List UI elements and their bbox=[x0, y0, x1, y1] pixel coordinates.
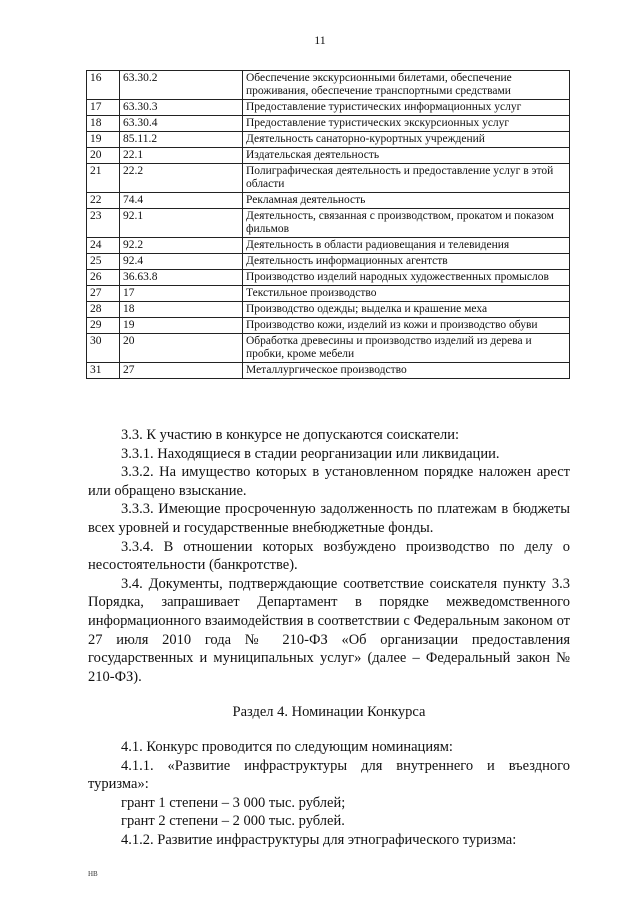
row-activity: Деятельность санаторно-курортных учреждений bbox=[243, 132, 570, 148]
row-activity: Рекламная деятельность bbox=[243, 193, 570, 209]
row-code: 22.2 bbox=[120, 164, 243, 193]
row-code: 17 bbox=[120, 286, 243, 302]
row-activity: Полиграфическая деятельность и предоставление услуг в этой области bbox=[243, 164, 570, 193]
row-activity: Обеспечение экскурсионными билетами, обеспечение проживания, обеспечение транспортными средствами bbox=[243, 71, 570, 100]
paragraph-4-1-2: 4.1.2. Развитие инфраструктуры для этнографического туризма: bbox=[121, 831, 517, 848]
row-code: 22.1 bbox=[120, 148, 243, 164]
section-heading: Раздел 4. Номинации Конкурса bbox=[232, 704, 426, 721]
row-number: 31 bbox=[87, 363, 120, 379]
activity-codes-table bbox=[86, 70, 570, 379]
table-row bbox=[87, 286, 570, 302]
row-number: 18 bbox=[87, 116, 120, 132]
paragraph-3-4: 3.4. Документы, подтверждающие соответствие соискателя пункту 3.3 Порядка, запрашивает Департамент в порядке межведомственного информационного взаимодействия в соответствии с Федеральным законом от 27 июля 2010 года № 210-ФЗ «Об организации предоставления государственных и муниципальных услуг» (далее – Федеральный закон № 210-ФЗ). bbox=[88, 575, 570, 685]
row-code: 18 bbox=[120, 302, 243, 318]
grant-2: грант 2 степени – 2 000 тыс. рублей. bbox=[121, 813, 345, 830]
row-code: 63.30.4 bbox=[120, 116, 243, 132]
table-row bbox=[87, 100, 570, 116]
row-code: 92.4 bbox=[120, 254, 243, 270]
table-row bbox=[87, 318, 570, 334]
row-code: 27 bbox=[120, 363, 243, 379]
row-number: 23 bbox=[87, 209, 120, 238]
row-number: 16 bbox=[87, 71, 120, 100]
paragraph-4-1: 4.1. Конкурс проводится по следующим номинациям: bbox=[121, 738, 453, 755]
row-activity: Издательская деятельность bbox=[243, 148, 570, 164]
row-code: 85.11.2 bbox=[120, 132, 243, 148]
paragraph-3-3-2: 3.3.2. На имущество которых в установленном порядке наложен арест или обращено взыскание. bbox=[88, 464, 570, 499]
row-number: 28 bbox=[87, 302, 120, 318]
table-row bbox=[87, 116, 570, 132]
row-activity: Обработка древесины и производство изделий из дерева и пробки, кроме мебели bbox=[243, 334, 570, 363]
row-number: 27 bbox=[87, 286, 120, 302]
row-code: 20 bbox=[120, 334, 243, 363]
row-activity: Производство изделий народных художественных промыслов bbox=[243, 270, 570, 286]
table-row bbox=[87, 334, 570, 363]
table-row bbox=[87, 164, 570, 193]
row-number: 29 bbox=[87, 318, 120, 334]
table-body bbox=[87, 71, 570, 379]
table-row bbox=[87, 71, 570, 100]
row-code: 63.30.3 bbox=[120, 100, 243, 116]
row-number: 19 bbox=[87, 132, 120, 148]
row-code: 19 bbox=[120, 318, 243, 334]
row-code: 74.4 bbox=[120, 193, 243, 209]
grant-1: грант 1 степени – 3 000 тыс. рублей; bbox=[121, 794, 346, 811]
row-number: 21 bbox=[87, 164, 120, 193]
paragraph-3-3-1: 3.3.1. Находящиеся в стадии реорганизации или ликвидации. bbox=[121, 445, 500, 462]
table-row bbox=[87, 193, 570, 209]
row-activity: Производство одежды; выделка и крашение меха bbox=[243, 302, 570, 318]
table-row bbox=[87, 238, 570, 254]
paragraph-4-1-1: 4.1.1. «Развитие инфраструктуры для внутреннего и въездного туризма»: bbox=[88, 757, 570, 793]
paragraph-3-3-4: 3.3.4. В отношении которых возбуждено производство по делу о несостоятельности (банкротстве). bbox=[88, 538, 570, 574]
row-code: 92.2 bbox=[120, 238, 243, 254]
page-number: 11 bbox=[314, 33, 326, 47]
row-number: 20 bbox=[87, 148, 120, 164]
table-row bbox=[87, 270, 570, 286]
row-code: 36.63.8 bbox=[120, 270, 243, 286]
row-number: 26 bbox=[87, 270, 120, 286]
body-text bbox=[88, 426, 570, 849]
table-row bbox=[87, 363, 570, 379]
table-row bbox=[87, 148, 570, 164]
paragraph-3-3: 3.3. К участию в конкурсе не допускаются соискатели: bbox=[121, 427, 460, 443]
table-row bbox=[87, 302, 570, 318]
row-code: 63.30.2 bbox=[120, 71, 243, 100]
paragraph-3-3-3: 3.3.3. Имеющие просроченную задолженность по платежам в бюджеты всех уровней и государственные внебюджетные фонды. bbox=[88, 501, 570, 536]
table-row bbox=[87, 132, 570, 148]
row-number: 17 bbox=[87, 100, 120, 116]
row-number: 25 bbox=[87, 254, 120, 270]
row-activity: Производство кожи, изделий из кожи и производство обуви bbox=[243, 318, 570, 334]
row-activity: Деятельность информационных агентств bbox=[243, 254, 570, 270]
row-number: 30 bbox=[87, 334, 120, 363]
row-activity: Предоставление туристических экскурсионных услуг bbox=[243, 116, 570, 132]
row-activity: Деятельность, связанная с производством, прокатом и показом фильмов bbox=[243, 209, 570, 238]
table-row bbox=[87, 254, 570, 270]
row-number: 24 bbox=[87, 238, 120, 254]
footer-mark: HB bbox=[88, 870, 98, 878]
row-number: 22 bbox=[87, 193, 120, 209]
row-activity: Текстильное производство bbox=[243, 286, 570, 302]
row-activity: Металлургическое производство bbox=[243, 363, 570, 379]
row-activity: Деятельность в области радиовещания и телевидения bbox=[243, 238, 570, 254]
row-activity: Предоставление туристических информационных услуг bbox=[243, 100, 570, 116]
row-code: 92.1 bbox=[120, 209, 243, 238]
table-row bbox=[87, 209, 570, 238]
